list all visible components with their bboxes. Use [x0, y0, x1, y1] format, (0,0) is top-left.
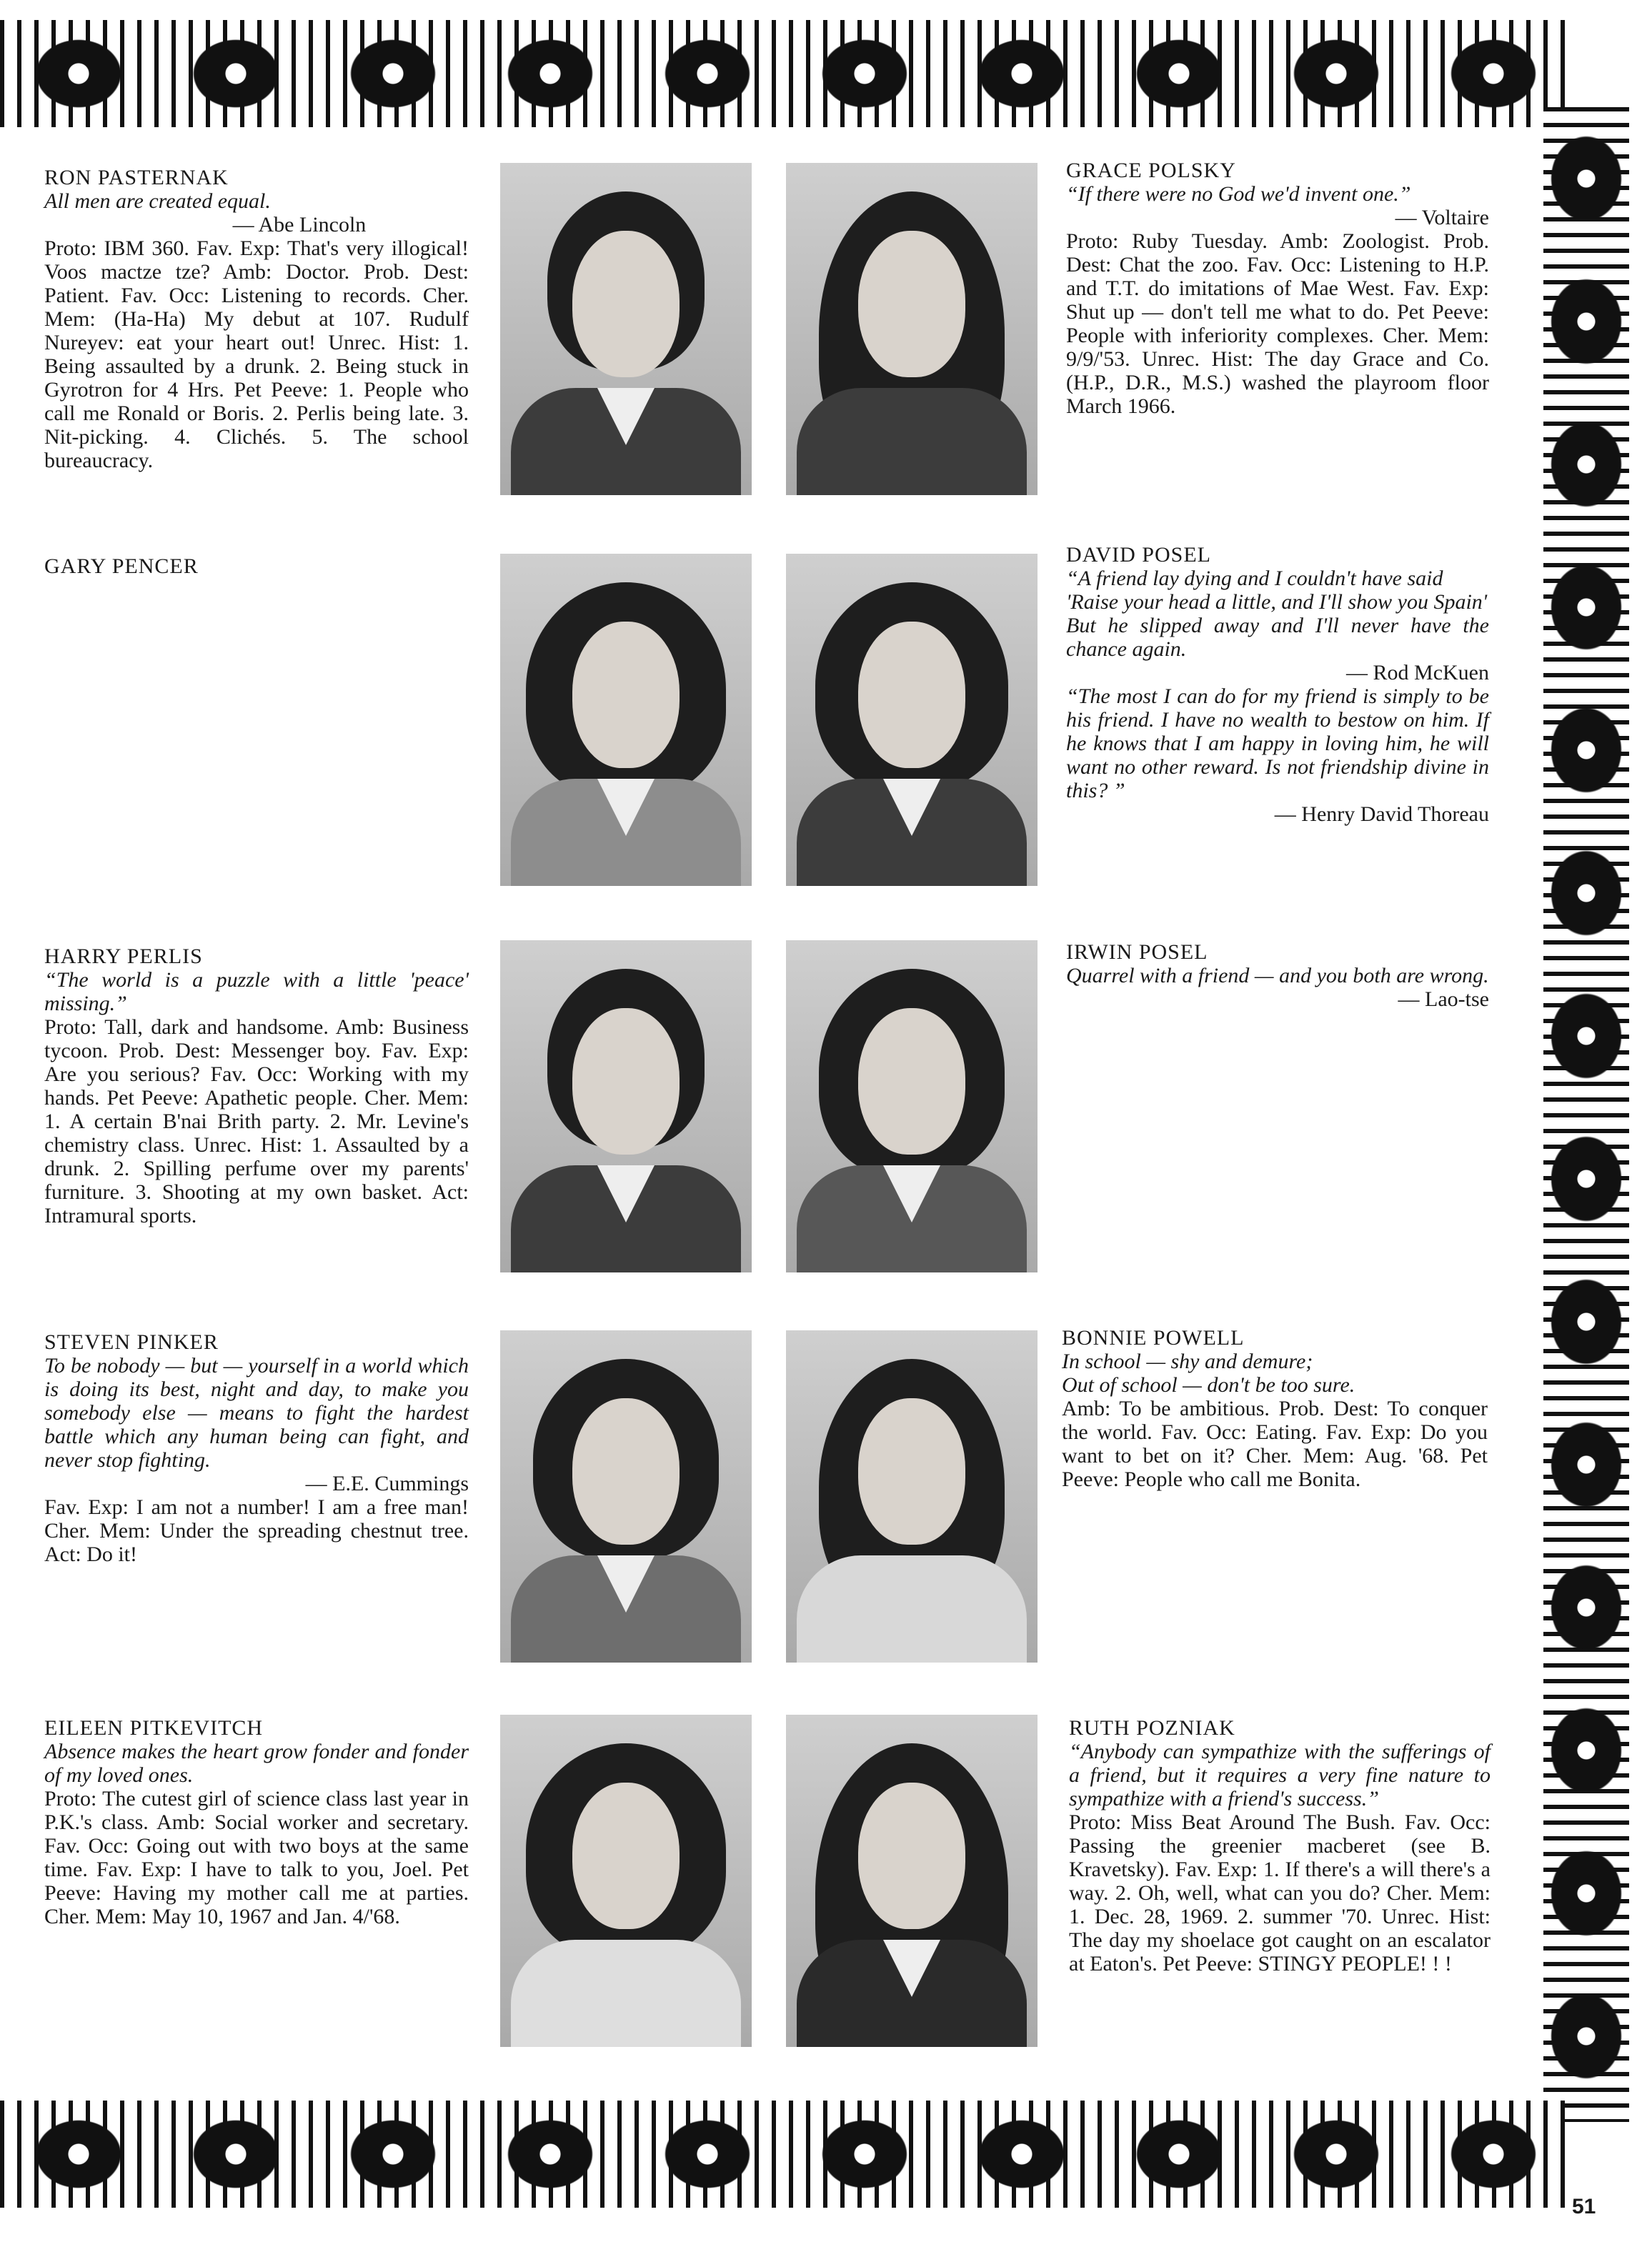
entry-grace-polsky [1066, 159, 1489, 418]
entry-steven-pinker [44, 1330, 469, 1566]
student-quote: All men are created equal. [44, 189, 271, 213]
portrait-photo-gary-pencer [500, 554, 752, 886]
entry-bonnie-powell [1062, 1326, 1488, 1491]
portrait-photo-ron-pasternak [500, 163, 752, 495]
quote-author: — Lao-tse [1398, 987, 1489, 1011]
ornamental-border-top [0, 20, 1565, 127]
student-name: EILEEN PITKEVITCH [44, 1716, 264, 1740]
quote-author: — E.E. Cummings [305, 1472, 469, 1495]
portrait-photo-ruth-pozniak [786, 1715, 1038, 2047]
student-name: BONNIE POWELL [1062, 1326, 1245, 1350]
student-bio: Proto: The cutest girl of science class last year in P.K.'s class. Amb: Social worker and secretary. Fav. Occ: Going out with two boys at the same time. Fav. Exp: I have to talk to you, Joel. Pet Peeve: Having my mother call me at parties. Cher. Mem: May 10, 1967 and Jan. 4/'68. [44, 1787, 469, 1928]
student-quote: Absence makes the heart grow fonder and fonder of my loved ones. [44, 1740, 469, 1787]
student-bio: Proto: IBM 360. Fav. Exp: That's very illogical! Voos mactze tze? Amb: Doctor. Prob. Dest: Patient. Fav. Occ: Listening to records. Cher. Mem: (Ha-Ha) My debut at 107. Rudulf Nureyev: eat your heart out! Unrec. Hist: 1. Being assaulted by a drunk. 2. Being stuck in Gyrotron for 4 Hrs. Pet Peeve: 1. People who call me Ronald or Boris. 2. Perlis being late. 3. Nit-picking. 4. Clichés. 5. The school bureaucracy. [44, 236, 469, 472]
student-quote: “Anybody can sympathize with the sufferings of a friend, but it requires a very fine nature to sympathize with a friend's success.” [1069, 1740, 1491, 1810]
portrait-photo-bonnie-powell [786, 1330, 1038, 1663]
student-name: DAVID POSEL [1066, 543, 1211, 567]
entry-gary-pencer [44, 554, 469, 578]
student-quote: In school — shy and demure; Out of school — don't be too sure. [1062, 1350, 1355, 1397]
student-quote: “The world is a puzzle with a little 'peace' missing.” [44, 968, 469, 1015]
portrait-photo-irwin-posel [786, 940, 1038, 1272]
student-name: GARY PENCER [44, 554, 199, 578]
quote-author: — Rod McKuen [1346, 661, 1489, 684]
portrait-photo-eileen-pitkevitch [500, 1715, 752, 2047]
entry-david-posel [1066, 543, 1489, 826]
student-quote: “A friend lay dying and I couldn't have said 'Raise your head a little, and I'll show you Spain' But he slipped away and I'll never have the chance again. [1066, 567, 1489, 661]
student-name: IRWIN POSEL [1066, 940, 1208, 964]
student-bio: Proto: Ruby Tuesday. Amb: Zoologist. Prob. Dest: Chat the zoo. Fav. Occ: Listening to H.P. and T.T. do imitations of Mae West. Fav. Exp: Shut up — don't tell me what to do. Pet Peeve: People with inferiority complexes. Cher. Mem: 9/9/'53. Unrec. Hist: The day Grace and Co. (H.P., D.R., M.S.) washed the playroom floor March 1966. [1066, 229, 1489, 418]
student-bio: Proto: Miss Beat Around The Bush. Fav. Occ: Passing the greenier macberet (see B. Kravetsky). Fav. Exp: 1. If there's a will there's a way. 2. Oh, well, what can you do? Cher. Mem: 1. Dec. 28, 1969. 2. summer '70. Unrec. Hist: The day my shoelace got caught on an escalator at Eaton's. Pet Peeve: STINGY PEOPLE! ! ! [1069, 1810, 1491, 1976]
portrait-photo-grace-polsky [786, 163, 1038, 495]
ornamental-border-right [1543, 107, 1629, 2122]
entry-eileen-pitkevitch [44, 1716, 469, 1928]
student-quote: To be nobody — but — yourself in a world which is doing its best, night and day, to make you somebody else — means to fight the hardest battle which any human being can fight, and never stop fighting. [44, 1354, 469, 1472]
student-name: STEVEN PINKER [44, 1330, 219, 1354]
student-quote: Quarrel with a friend — and you both are wrong. [1066, 964, 1489, 987]
student-name: RON PASTERNAK [44, 166, 229, 189]
quote-author: — Abe Lincoln [232, 213, 367, 236]
portrait-photo-david-posel [786, 554, 1038, 886]
student-name: GRACE POLSKY [1066, 159, 1236, 182]
portrait-photo-steven-pinker [500, 1330, 752, 1663]
page-number: 51 [1572, 2195, 1596, 2218]
ornamental-border-bottom [0, 2101, 1565, 2208]
entry-ruth-pozniak [1069, 1716, 1491, 1976]
student-name: HARRY PERLIS [44, 945, 203, 968]
student-quote-second: “The most I can do for my friend is simply to be his friend. I have no wealth to bestow on him. If he knows that I am happy in loving him, he will want no other reward. Is not friendship divine in this? ” [1066, 684, 1489, 802]
student-name: RUTH POZNIAK [1069, 1716, 1235, 1740]
student-bio: Amb: To be ambitious. Prob. Dest: To conquer the world. Fav. Occ: Eating. Fav. Exp: Do you want to bet on it? Cher. Mem: Aug. '68. Pet Peeve: People who call me Bonita. [1062, 1397, 1488, 1491]
quote-author-second: — Henry David Thoreau [1274, 802, 1489, 826]
portrait-photo-harry-perlis [500, 940, 752, 1272]
quote-author: — Voltaire [1395, 206, 1489, 229]
student-bio: Fav. Exp: I am not a number! I am a free man! Cher. Mem: Under the spreading chestnut tree. Act: Do it! [44, 1495, 469, 1566]
entry-harry-perlis [44, 945, 469, 1227]
student-bio: Proto: Tall, dark and handsome. Amb: Business tycoon. Prob. Dest: Messenger boy. Fav. Exp: Are you serious? Fav. Occ: Working with my hands. Pet Peeve: Apathetic people. Cher. Mem: 1. A certain B'nai Brith party. 2. Mr. Levine's chemistry class. Unrec. Hist: 1. Assaulted by a drunk. 2. Spilling perfume over my parents' furniture. 3. Shooting at my own basket. Act: Intramural sports. [44, 1015, 469, 1227]
entry-ron-pasternak [44, 166, 469, 472]
student-quote: “If there were no God we'd invent one.” [1066, 182, 1411, 206]
entry-irwin-posel [1066, 940, 1489, 1011]
